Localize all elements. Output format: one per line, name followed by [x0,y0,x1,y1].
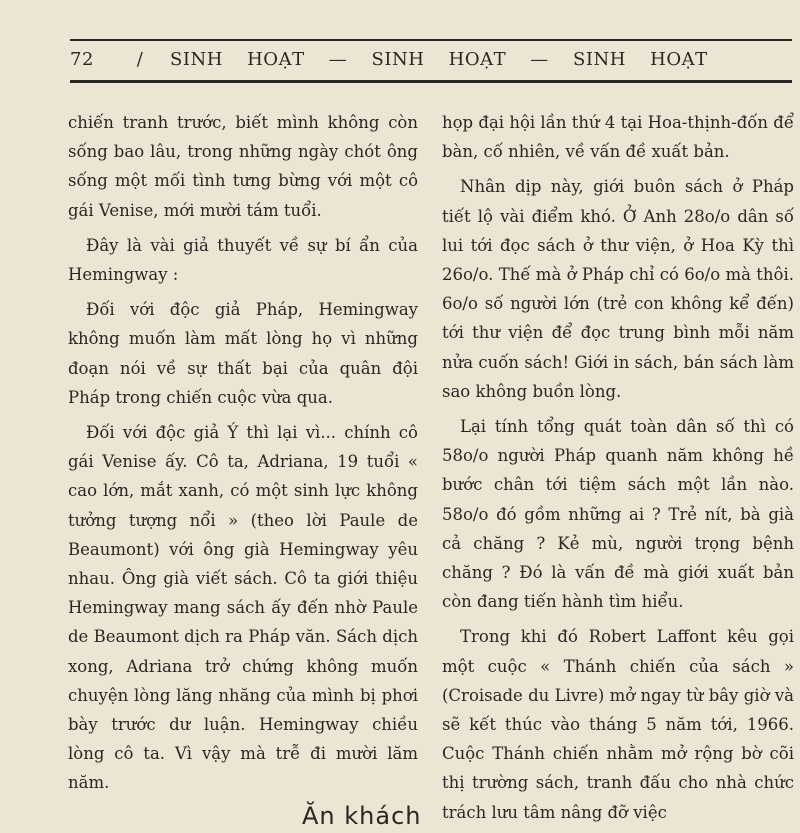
header-bottom-rule [70,80,792,83]
running-header [70,44,792,74]
header-separator: / [136,48,144,70]
paragraph: chiến tranh trước, biết mình không còn sống bao lâu, trong những ngày chót ông sống một mối tình tưng bừng với một cô gái Venise, mới mười tám tuổi. [68,113,418,220]
paragraph: Đối với độc giả Pháp, Hemingway không muốn làm mất lòng họ vì những đoạn nói về sự thất bại của quân đội Pháp trong chiến cuộc vừa qua. [68,300,418,407]
right-column [442,108,794,833]
left-column [68,108,418,804]
paragraph: Đối với độc giả Ý thì lại vì... chính cô gái Venise ấy. Cô ta, Adriana, 19 tuổi « cao lớn, mắt xanh, có một sinh lực không tưởng tượng nổi » (theo lời Paule de Beaumont) với ông già Hemingway yêu nhau. Ông già viết sách. Cô ta giới thiệu Hemingway mang sách ấy đến nhờ Paule de Beaumont dịch ra Pháp văn. Sách dịch xong, Adriana trở chứng không muốn chuyện lòng lăng nhăng của mình bị phơi bày trước dư luận. Hemingway chiều lòng cô ta. Vì vậy mà trễ đi mười lăm năm. [68,423,418,793]
paragraph: Nhân dịp này, giới buôn sách ở Pháp tiết lộ vài điểm khó. Ở Anh 28o/o dân số lui tới đọc sách ở thư viện, ở Hoa Kỳ thì 26o/o. Thế mà ở Pháp chỉ có 6o/o mà thôi. 6o/o số người lớn (trẻ con không kể đến) tới thư viện để đọc trung bình mỗi năm nửa cuốn sách! Giới in sách, bán sách làm sao không buồn lòng. [442,177,794,401]
section-title: Ăn khách [302,802,422,830]
paragraph: Đây là vài giả thuyết về sự bí ẩn của Hemingway : [68,235,418,285]
paragraph: Trong khi đó Robert Laffont kêu gọi một cuộc « Thánh chiến của sách » (Croisade du Livre) mở ngay từ bây giờ và sẽ kết thúc vào tháng 5 năm tới, 1966. Cuộc Thánh chiến nhằm mở rộng bờ cõi thị trường sách, tranh đấu cho nhà chức trách lưu tâm nâng đỡ việc [442,627,794,822]
running-title: SINH HOẠT — SINH HOẠT — SINH HOẠT [170,48,708,70]
header-top-rule [70,39,792,41]
page-number: 72 [70,48,94,70]
paragraph: họp đại hội lần thứ 4 tại Hoa-thịnh-đốn để bàn, cố nhiên, về vấn đề xuất bản. [442,113,794,162]
paragraph: Lại tính tổng quát toàn dân số thì có 58o/o người Pháp quanh năm không hề bước chân tới tiệm sách một lần nào. 58o/o đó gồm những ai ? Trẻ nít, bà già cả chăng ? Kẻ mù, người trọng bệnh chăng ? Đó là vấn đề mà giới xuất bản còn đang tiến hành tìm hiểu. [442,417,794,612]
